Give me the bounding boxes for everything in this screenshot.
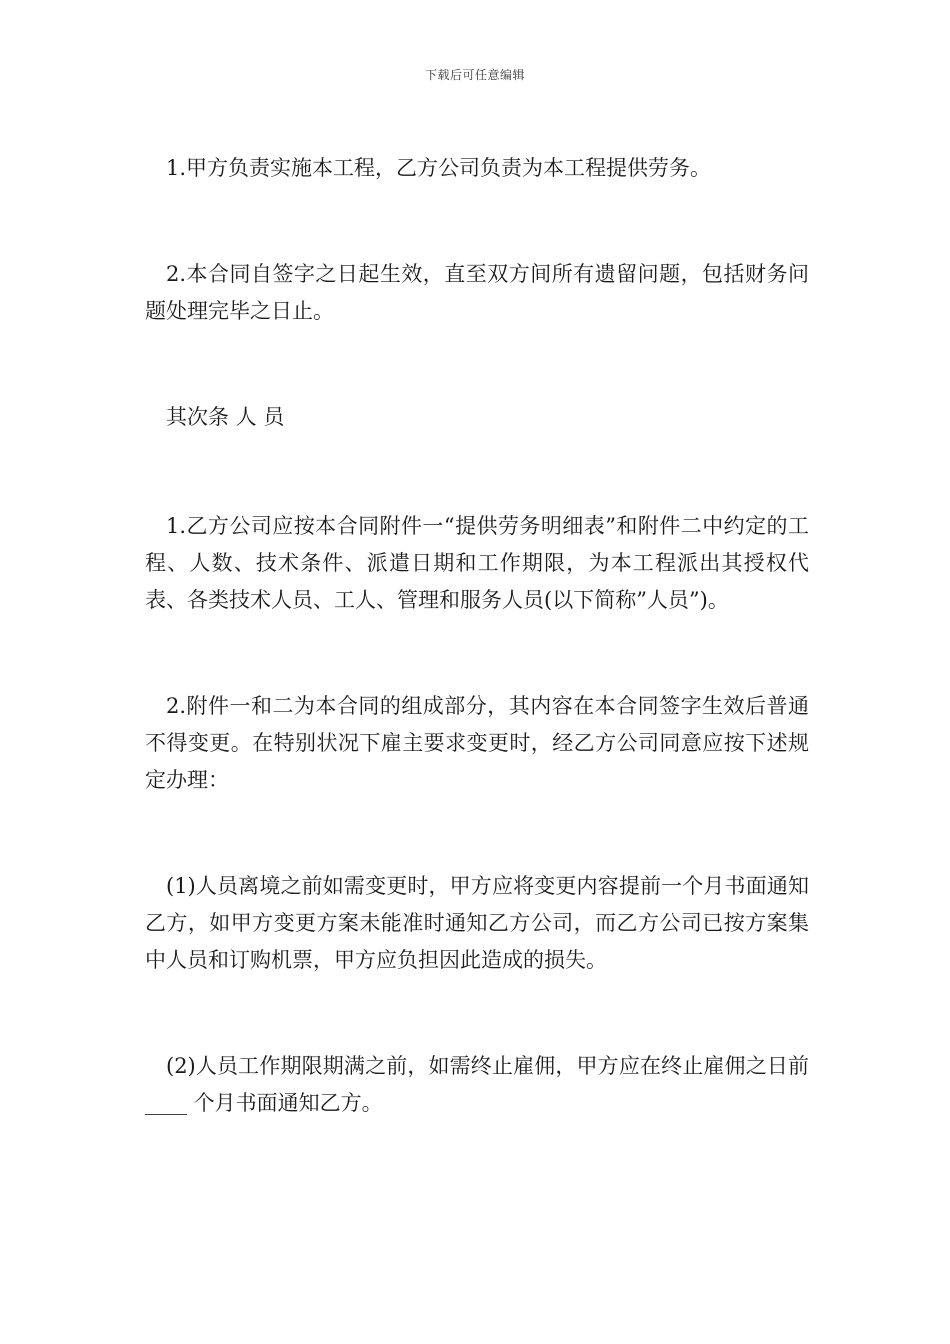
clause-paragraph-3: 1.乙方公司应按本合同附件一“提供劳务明细表”和附件二中约定的工程、人数、技术条件、派遣日期和工作期限，为本工程派出其授权代表、各类技术人员、工人、管理和服务人员(以下简称”人员”)。 xyxy=(145,514,809,612)
clause-paragraph-2: 2.本合同自签字之日起生效，直至双方间所有遗留问题，包括财务问题处理完毕之日止。 xyxy=(145,262,809,323)
section-heading-personnel: 其次条 人 员 xyxy=(166,405,285,429)
clause-paragraph-1: 1.甲方负责实施本工程，乙方公司负责为本工程提供劳务。 xyxy=(166,156,712,180)
document-body xyxy=(145,150,809,1122)
clause-paragraph-5: (1)人员离境之前如需变更时，甲方应将变更内容提前一个月书面通知乙方，如甲方变更方案未能准时通知乙方公司，而乙方公司已按方案集中人员和订购机票，甲方应负担因此造成的损失。 xyxy=(145,874,809,972)
clause-paragraph-4: 2.附件一和二为本合同的组成部分，其内容在本合同签字生效后普通不得变更。在特别状况下雇主要求变更时，经乙方公司同意应按下述规定办理： xyxy=(145,694,809,792)
page-header-note: 下载后可任意编辑 xyxy=(424,68,525,82)
clause-paragraph-6: (2)人员工作期限期满之前，如需终止雇佣，甲方应在终止雇佣之日前____ 个月书面通知乙方。 xyxy=(145,1054,809,1115)
